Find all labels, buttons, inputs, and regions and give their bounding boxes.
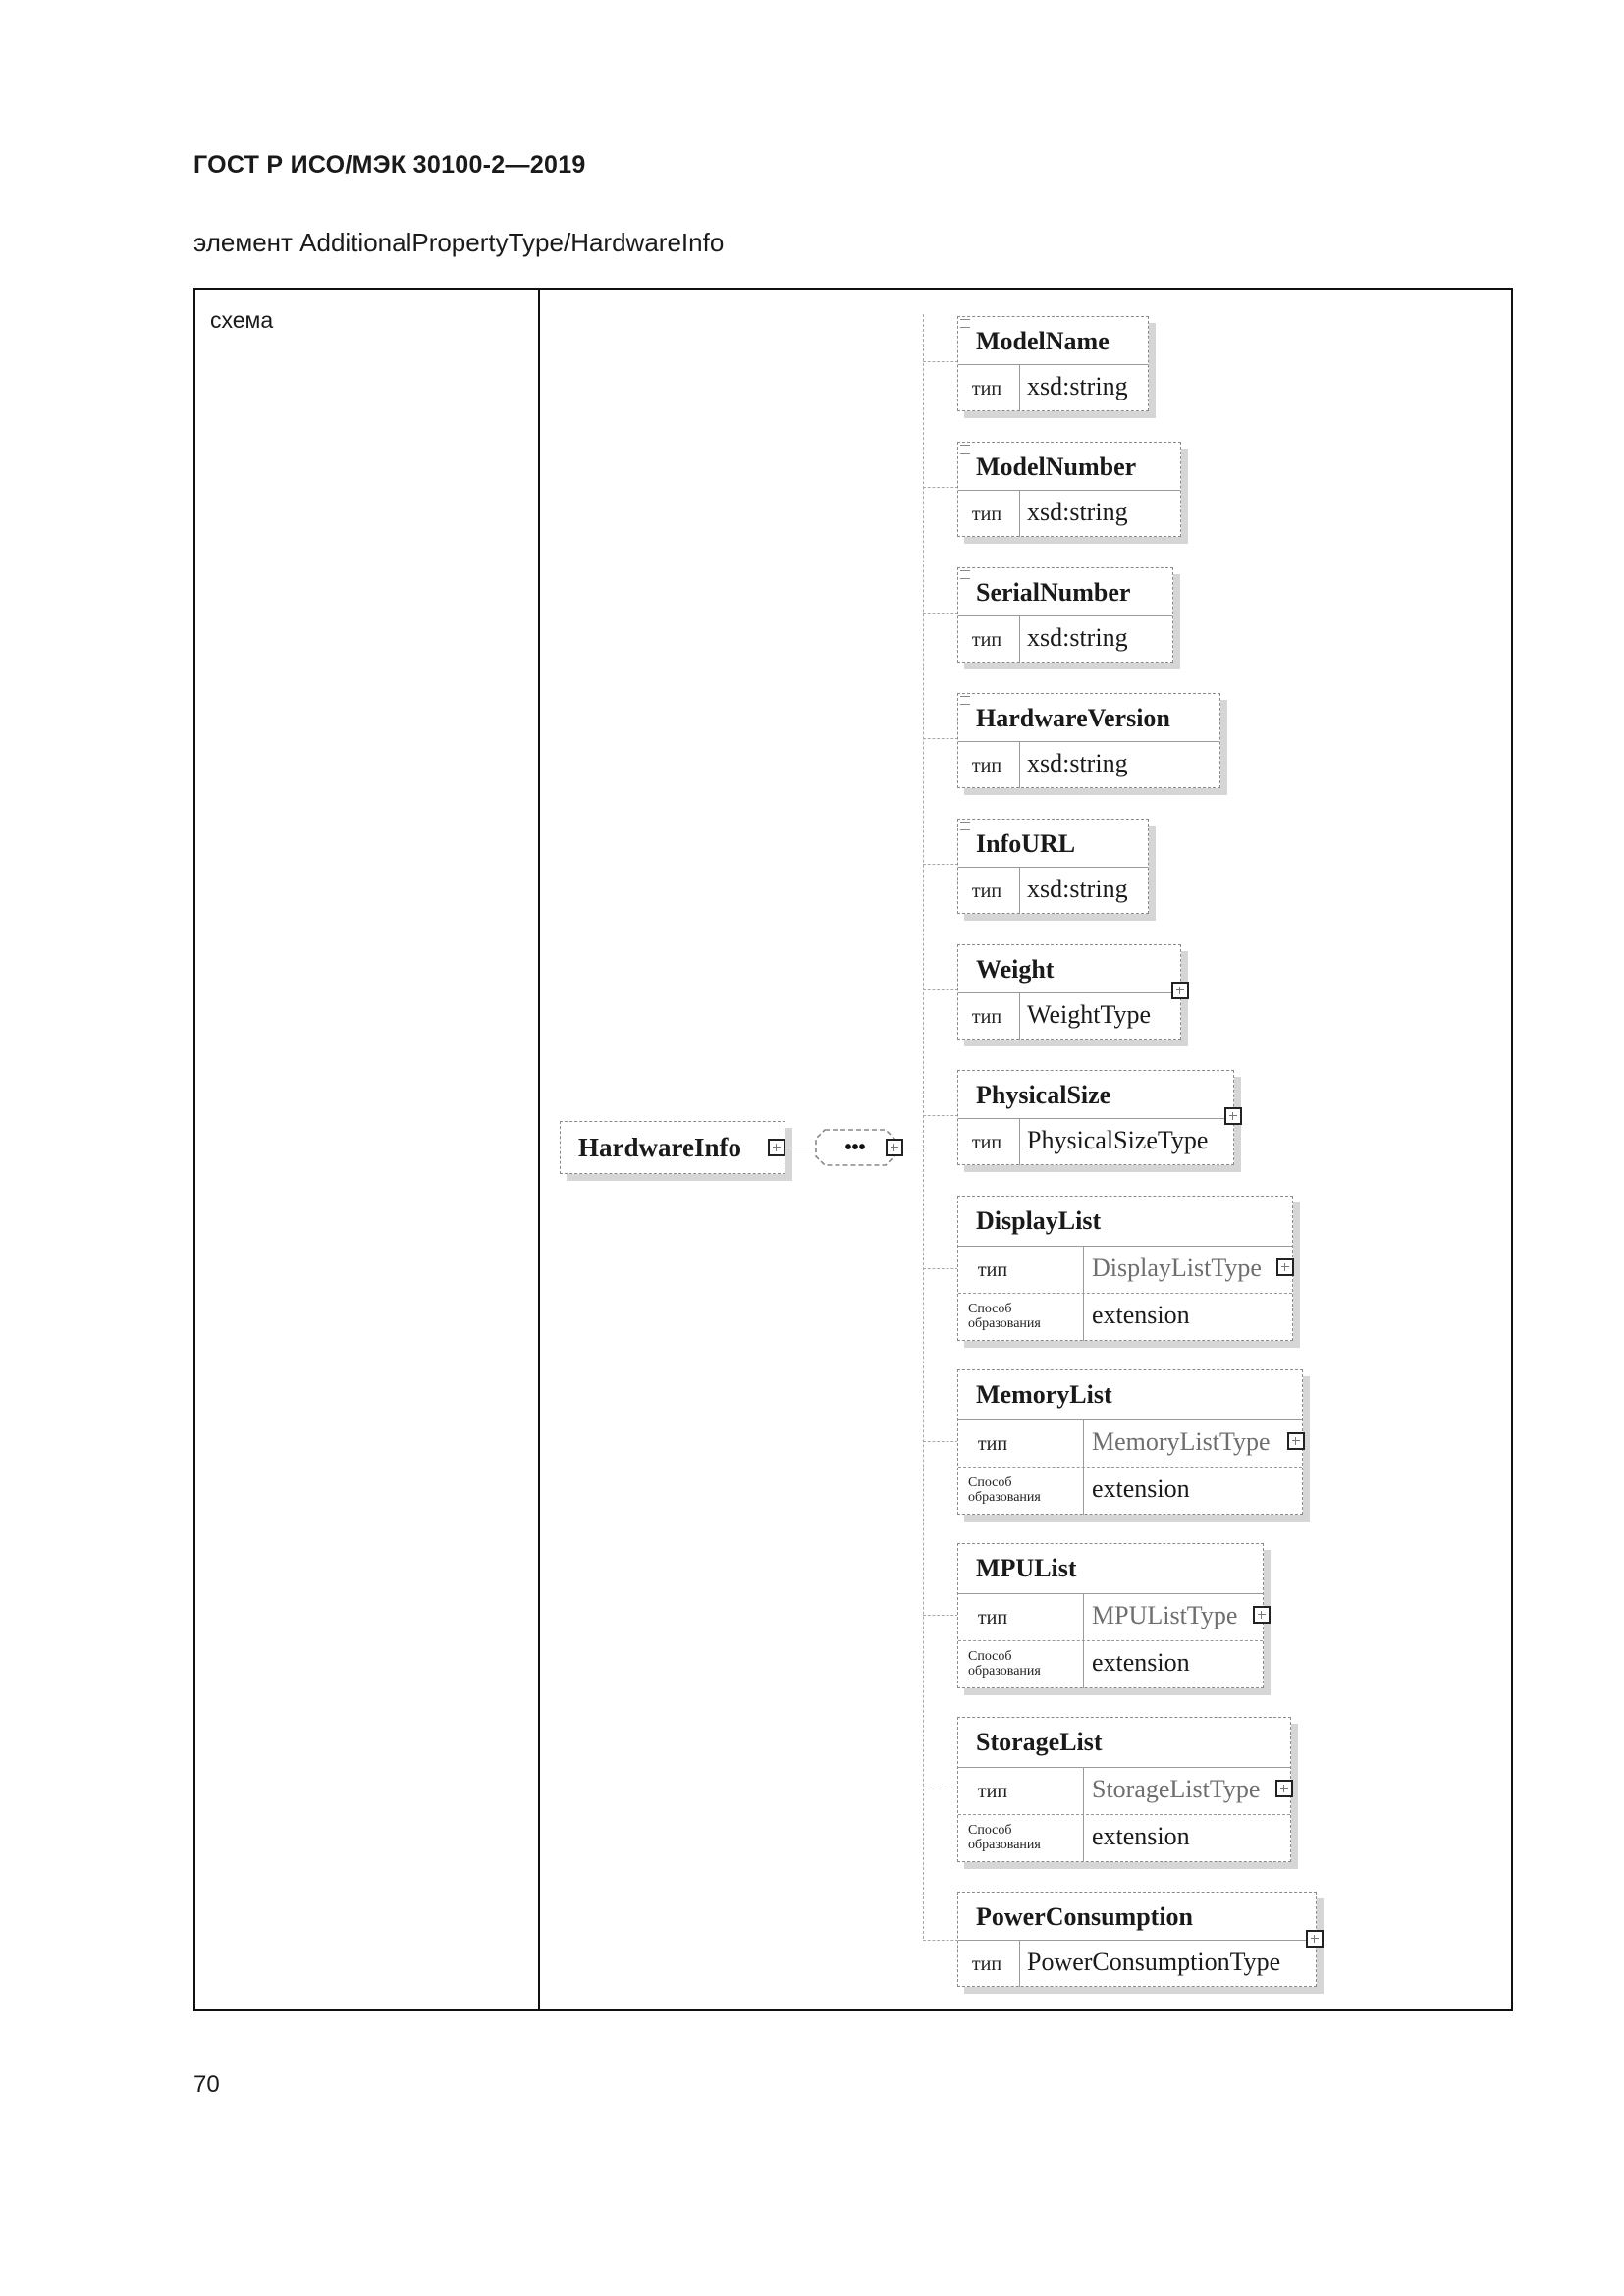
box-column-line <box>1019 867 1020 914</box>
weight-expand-icon[interactable] <box>1171 982 1189 999</box>
element-type: WeightType <box>1027 1000 1152 1029</box>
element-marker-icon <box>960 696 970 705</box>
element-box-PhysicalSize[interactable] <box>957 1070 1234 1165</box>
derivation-label: Способ образования <box>968 1475 1041 1505</box>
box-column-line <box>1019 992 1020 1040</box>
box-column-line <box>1019 741 1020 788</box>
box-column-line <box>1019 1940 1020 1987</box>
box-separator <box>958 615 1172 616</box>
element-box-Weight[interactable] <box>957 944 1181 1040</box>
element-name: HardwareVersion <box>976 704 1170 732</box>
box-separator <box>958 1640 1263 1641</box>
element-box-StorageList[interactable] <box>957 1717 1291 1862</box>
derivation-label: Способ образования <box>968 1302 1041 1331</box>
box-separator <box>958 490 1180 491</box>
tree-vertical-connector <box>923 314 924 1939</box>
connector-ModelNumber <box>923 487 958 488</box>
page-number: 70 <box>193 2071 220 2098</box>
powerconsumption-expand-icon[interactable] <box>1306 1930 1324 1948</box>
type-label: тип <box>971 755 1002 776</box>
element-box-HardwareVersion[interactable] <box>957 693 1220 788</box>
type-label: тип <box>971 1953 1002 1975</box>
mpulist-expand-icon[interactable] <box>1253 1606 1271 1624</box>
connector-SerialNumber <box>923 613 958 614</box>
derivation-label: Способ образования <box>968 1649 1041 1679</box>
box-separator <box>958 1814 1290 1815</box>
element-name: InfoURL <box>976 829 1076 858</box>
element-type: DisplayListType <box>1092 1254 1262 1282</box>
element-type: PhysicalSizeType <box>1027 1126 1209 1154</box>
element-name: PhysicalSize <box>976 1081 1111 1109</box>
element-name: PowerConsumption <box>976 1902 1194 1931</box>
type-label: тип <box>971 881 1002 902</box>
connector-Weight <box>923 989 958 990</box>
sequence-compositor-icon[interactable] <box>815 1129 895 1166</box>
element-marker-icon <box>960 570 970 579</box>
type-label: тип <box>971 1006 1002 1028</box>
element-type: StorageListType <box>1092 1775 1261 1803</box>
connector-ModelName <box>923 361 958 362</box>
type-label: тип <box>971 629 1002 651</box>
box-separator <box>958 992 1180 993</box>
box-separator <box>958 1767 1290 1768</box>
type-label: тип <box>971 1132 1002 1153</box>
schema-label: схема <box>210 307 274 333</box>
element-box-DisplayList[interactable] <box>957 1196 1293 1341</box>
box-separator <box>958 1419 1302 1420</box>
standard-designation: ГОСТ Р ИСО/МЭК 30100-2—2019 <box>193 151 586 179</box>
root-element-name: HardwareInfo <box>578 1133 741 1162</box>
displaylist-expand-icon[interactable] <box>1276 1258 1294 1276</box>
element-type: PowerConsumptionType <box>1027 1948 1281 1976</box>
element-name: Weight <box>976 955 1055 984</box>
element-type: xsd:string <box>1027 749 1128 777</box>
box-separator <box>958 1246 1292 1247</box>
element-box-ModelName[interactable] <box>957 316 1149 411</box>
element-name: DisplayList <box>976 1206 1102 1235</box>
type-label: тип <box>971 504 1002 525</box>
connector-DisplayList <box>923 1268 958 1269</box>
element-type: xsd:string <box>1027 372 1128 400</box>
table-column-divider <box>538 288 540 2011</box>
box-separator <box>958 1467 1302 1468</box>
element-name: MPUList <box>976 1554 1077 1582</box>
connector-MemoryList <box>923 1441 958 1442</box>
element-box-InfoURL[interactable] <box>957 819 1149 914</box>
element-type: xsd:string <box>1027 875 1128 903</box>
element-box-SerialNumber[interactable] <box>957 567 1173 663</box>
connector-MPUList <box>923 1615 958 1616</box>
box-column-line <box>1019 1118 1020 1165</box>
root-element-box[interactable] <box>560 1121 785 1174</box>
box-separator <box>958 1940 1316 1941</box>
element-type: xsd:string <box>1027 623 1128 652</box>
memorylist-expand-icon[interactable] <box>1287 1432 1305 1450</box>
box-column-line <box>1019 615 1020 663</box>
element-derivation: extension <box>1092 1822 1190 1850</box>
connector-PowerConsumption <box>923 1940 958 1941</box>
element-name: MemoryList <box>976 1380 1112 1409</box>
box-separator <box>958 1593 1263 1594</box>
element-box-PowerConsumption[interactable] <box>957 1892 1317 1987</box>
type-label: тип <box>977 1607 1008 1629</box>
element-type: MemoryListType <box>1092 1427 1271 1456</box>
element-derivation: extension <box>1092 1474 1190 1503</box>
physicalsize-expand-icon[interactable] <box>1224 1107 1242 1125</box>
type-label: тип <box>977 1781 1008 1802</box>
element-derivation: extension <box>1092 1301 1190 1329</box>
element-name: ModelNumber <box>976 453 1137 481</box>
connector-PhysicalSize <box>923 1115 958 1116</box>
element-derivation: extension <box>1092 1648 1190 1677</box>
box-column-line <box>1019 490 1020 537</box>
element-type: MPUListType <box>1092 1601 1238 1629</box>
type-label: тип <box>977 1259 1008 1281</box>
sequence-symbol: ••• <box>844 1137 866 1158</box>
box-column-line <box>1019 364 1020 411</box>
box-separator <box>958 1293 1292 1294</box>
sequence-expand-icon[interactable] <box>886 1139 903 1156</box>
root-expand-icon[interactable] <box>768 1139 785 1156</box>
box-separator <box>958 1118 1233 1119</box>
derivation-label: Способ образования <box>968 1823 1041 1852</box>
connector-HardwareVersion <box>923 738 958 739</box>
element-type: xsd:string <box>1027 498 1128 526</box>
element-box-MPUList[interactable] <box>957 1543 1264 1688</box>
type-label: тип <box>977 1433 1008 1455</box>
box-separator <box>958 364 1148 365</box>
element-name: ModelName <box>976 327 1110 355</box>
element-marker-icon <box>960 445 970 454</box>
box-separator <box>958 867 1148 868</box>
element-name: SerialNumber <box>976 578 1131 607</box>
type-label: тип <box>971 378 1002 400</box>
element-marker-icon <box>960 822 970 830</box>
element-box-ModelNumber[interactable] <box>957 442 1181 537</box>
element-box-MemoryList[interactable] <box>957 1369 1303 1515</box>
element-name: StorageList <box>976 1728 1103 1756</box>
box-separator <box>958 741 1219 742</box>
connector-InfoURL <box>923 864 958 865</box>
element-title: элемент AdditionalPropertyType/HardwareInfo <box>193 228 725 257</box>
element-marker-icon <box>960 319 970 328</box>
storagelist-expand-icon[interactable] <box>1275 1780 1293 1797</box>
